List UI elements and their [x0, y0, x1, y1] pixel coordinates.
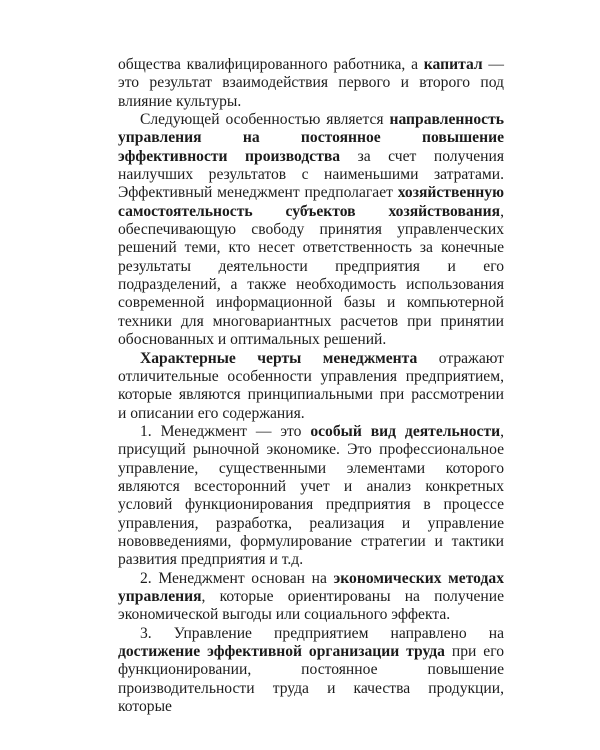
bold-term: хозяйственную самостоятельность субъектов хозяйствования: [118, 184, 504, 220]
bold-term: направленность управления на постоянное повышение эффективности производства: [118, 111, 504, 165]
bold-term: Характерные черты менеджмента: [140, 349, 418, 367]
bold-term: особый вид деятельности: [310, 422, 501, 440]
text-run: , которые ориентированы на получение экономической выгоды или социального эффекта.: [118, 587, 504, 624]
text-run: Следующей особенностью является: [140, 111, 390, 129]
text-run: при его функционировании, постоянное повышение производительности труда и качества продукции, которые: [118, 643, 504, 716]
text-run: — это результат взаимодействия первого и второго под влияние культуры.: [118, 56, 504, 110]
text-run: , присущий рыночной экономике. Это профессиональное управление, существенными элементами которого являются всесторонний учет и анализ конкретных условий функционирования предприятия в процессе управления, разработка, реализация и управление нововведениями, формулирование стратегии и тактики развития предприятия и т.д.: [118, 422, 505, 569]
paragraph: [118, 625, 504, 717]
paragraph: [118, 570, 504, 625]
paragraph: [118, 111, 504, 349]
paragraph: [118, 350, 504, 423]
bold-term: капитал: [423, 56, 483, 73]
bold-term: достижение эффективной организации труда: [118, 643, 445, 660]
text-run: 3. Управление предприятием направлено на: [140, 624, 504, 642]
bold-term: экономических методах управления: [118, 569, 504, 605]
document-page: [118, 56, 504, 716]
text-run: 2. Менеджмент основан на: [140, 569, 334, 587]
text-run: за счет получения наилучших результатов с наименьшими затратами. Эффективный менеджмент предполагает: [118, 147, 505, 202]
text-run: , обеспечивающую свободу принятия управленческих решений теми, кто несет ответственность за конечные результаты деятельности предприятия и его подразделений, а также необходимость использования современной информационной базы и компьютерной техники для многовариантных расчетов при принятии обоснованных и оптимальных решений.: [118, 202, 504, 349]
paragraph: [118, 423, 504, 570]
text-run: общества квалифицированного работника, а: [118, 56, 424, 73]
text-run: отражают отличительные особенности управления предприятием, которые являются принципиальными при рассмотрении и описании его содержания.: [118, 349, 504, 422]
text-run: 1. Менеджмент — это: [140, 422, 311, 440]
paragraph: [118, 56, 504, 111]
